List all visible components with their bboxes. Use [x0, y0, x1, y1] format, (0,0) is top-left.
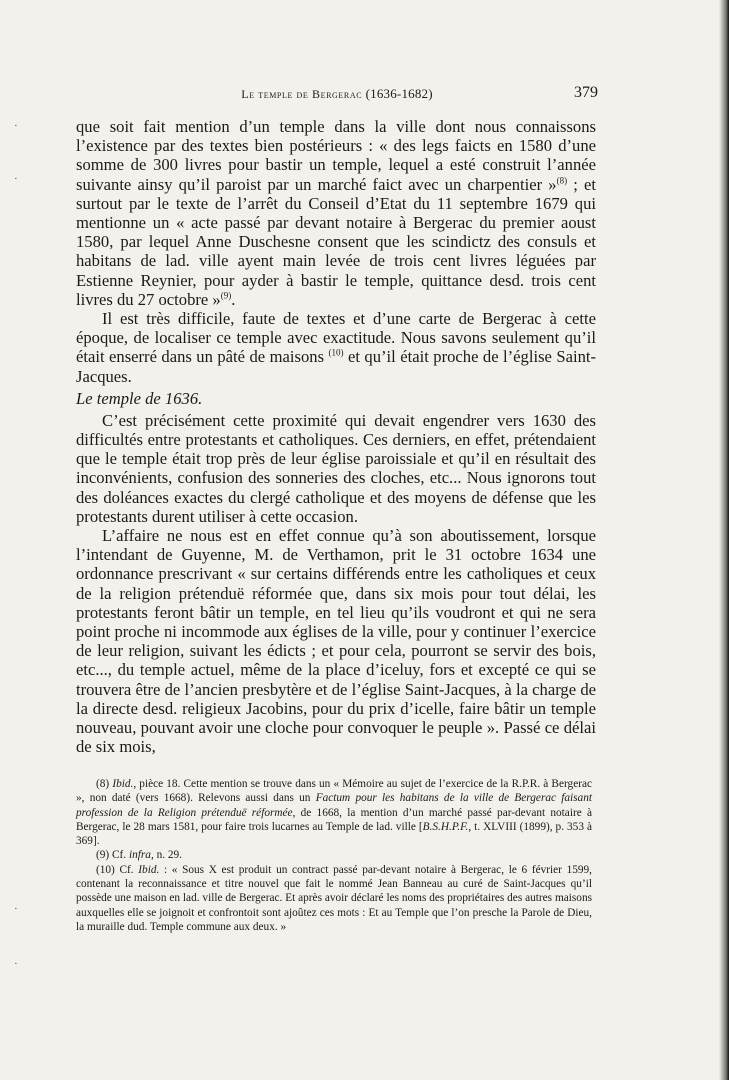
page-number: 379 [574, 84, 598, 101]
footnote-9-text-b: , n. 29. [150, 849, 183, 862]
footnote-8-journal: B.S.H.P.F. [422, 820, 469, 833]
footnote-ref-8: (8) [556, 175, 568, 186]
footnote-10-ibid: Ibid. [138, 863, 160, 876]
paragraph-1-part-c: . [231, 289, 236, 309]
footnote-ref-10: (10) [328, 347, 344, 358]
paragraph-4: L’affaire ne nous est en effet connue qu’à son aboutissement, lorsque l’intendant de Guyenne, M. de Verthamon, prit le 31 octobre 1634 une ordonnance prescrivant « sur certains différends entre les catholiques et ceux de la religion prétenduë réformée que, dans six mois pour tout délai, les protestants feront bâtir un temple, en tel lieu qu’ils voudront et qui ne sera point proche ni incommode aux églises de la ville, pour y continuer l’exercice de leur religion, suivant les édicts ; et pour cela, pourront se servir des bois, etc..., du temple actuel, même de la place d’iceluy, fors et excepté ce qui se trouvera être de l’ancien presbytère et de l’église Saint-Jacques, à la charge de la directe desd. religieux Jacobins, pour du prix d’icelle, faire bâtir un temple nouveau, pouvant avoir une cloche pour convoquer le peuple ». Passé ce délai de six mois, [76, 526, 596, 757]
footnote-9 [76, 848, 592, 862]
page-edge-shadow [719, 0, 729, 1080]
footnote-8-text-b: , de 1668, la mention d’un marché passé par-devant notaire à Bergerac, le 28 mars 1581, pour faire trois lucarnes au Temple de lad. ville [ [76, 806, 592, 833]
paragraph-2-part-a: Il est très difficile, faute de textes et d’une carte de Bergerac à cette époque, de localiser ce temple avec exactitude. Nous savons seulement qu’il était enserré dans un pâté de maisons [76, 309, 596, 367]
main-text [76, 117, 596, 757]
margin-mark-2: · [14, 173, 18, 185]
footnote-8-factum-title: Factum pour les habitans de la ville de Bergerac faisant profession de la Religion prétenduë réformée [76, 792, 592, 819]
footnote-10-text-a: (10) Cf. [96, 863, 139, 876]
footnote-8 [76, 777, 592, 848]
paragraph-2-part-b: et qu’il était proche de l’église Saint-Jacques. [76, 347, 596, 386]
footnote-9-infra: infra [128, 849, 151, 862]
running-head-title: Le temple de Bergerac [241, 87, 363, 101]
paragraph-2 [76, 309, 596, 386]
section-heading: Le temple de 1636. [76, 388, 203, 408]
footnote-9-text-a: (9) Cf. [96, 849, 129, 862]
footnote-8-number: (8) [96, 778, 113, 790]
margin-mark-1: · [14, 120, 18, 132]
running-head [76, 86, 598, 102]
footnote-10 [76, 863, 592, 934]
footnote-8-text-a: , pièce 18. Cette mention se trouve dans un « Mémoire au sujet de l’exercice de la R.P.R. à Bergerac », non daté (vers 1668). Relevons aussi dans un [76, 778, 592, 805]
footnote-ref-9: (9) [220, 290, 232, 301]
footnote-10-text-b: : « Sous X est produit un contract passé par-devant notaire à Bergerac, le 6 février 1599, contenant la reconnaissance et titre nouvel que fait le nommé Jean Banneau au curé de Saint-Jacques qu’il possède une maison en lad. ville de Bergerac. Et après avoir déclaré les noms des propriétaires des autres maisons auxquelles elle se joignoit et confrontoit sont ajoûtez ces mots : Et au Temple que l’on presche la Parole de Dieu, la muraille dud. Temple commune aux deux. » [76, 863, 593, 933]
paragraph-1-part-b: ; et surtout par le texte de l’arrêt du Conseil d’Etat du 11 septembre 1679 qui mentionne un « acte passé par devant notaire à Bergerac du premier aoust 1580, par lequel Anne Duschesne consent que les scindictz des consuls et habitans de lad. ville ayent main levée de trois cent livres léguées par Estienne Reynier, pour ayder à bastir le temple, quittance desd. trois cent livres du 27 octobre » [76, 174, 597, 309]
margin-mark-3: · [14, 903, 18, 915]
paragraph-1-part-a: que soit fait mention d’un temple dans la ville dont nous connaissons l’existence par des textes bien postérieurs : « des legs faicts en 1580 d’une somme de 300 livres pour bastir un temple, lequel a esté construit l’année suivante ainsy qu’il paroist par un marché faict avec un charpentier » [76, 117, 596, 194]
footnote-8-text-c: , t. XLVIII (1899), p. 353 à 369]. [76, 820, 592, 848]
paragraph-1 [76, 117, 596, 309]
page-header [76, 86, 598, 106]
footnotes [76, 777, 592, 934]
margin-mark-4: · [14, 958, 18, 970]
paragraph-3: C’est précisément cette proximité qui devait engendrer vers 1630 des difficultés entre protestants et catholiques. Ces derniers, en effet, prétendaient que le temple était trop près de leur église paroissiale et qu’il en résultait des inconvénients, confusion des sonneries des cloches, etc... Nous ignorons tout des doléances exactes du clergé catholique et des moyens de défense que les protestants durent utiliser à cette occasion. [76, 410, 596, 526]
footnote-8-ibid: Ibid. [112, 778, 134, 790]
running-head-years: (1636-1682) [365, 86, 433, 101]
